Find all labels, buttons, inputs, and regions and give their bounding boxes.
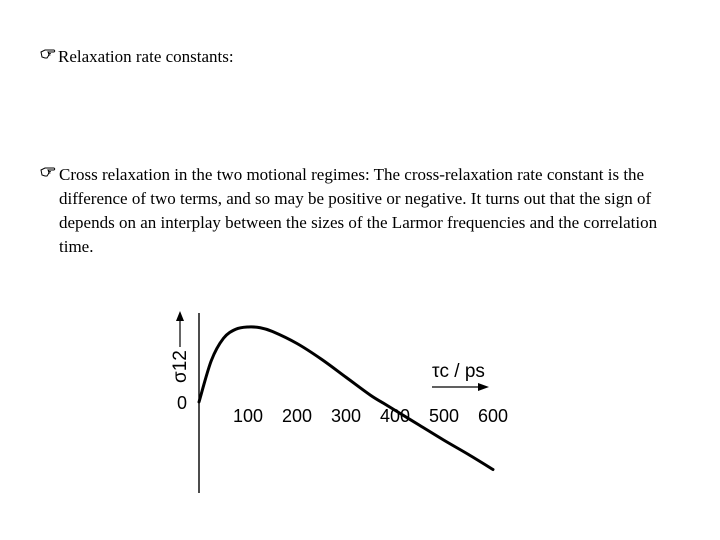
- x-axis-label: τc / ps: [432, 361, 485, 382]
- y-zero-label: 0: [177, 393, 188, 413]
- pointing-hand-icon: [40, 166, 56, 180]
- series-line: [199, 327, 493, 470]
- bullet-text: Cross relaxation in the two motional regimes: The cross-relaxation rate constant is the difference of two terms, and so may be positive or negative. It turns out that the sign of depends on an interplay between the sizes of the Larmor frequencies and the correlation time.: [59, 165, 658, 256]
- bullet-text: Relaxation rate constants:: [58, 47, 234, 66]
- pointing-hand-icon: [40, 48, 56, 62]
- y-axis-label: σ12: [170, 350, 191, 383]
- x-tick-label: 400: [379, 406, 411, 426]
- x-axis-arrow-head: [478, 383, 489, 391]
- x-tick-label: 600: [477, 406, 509, 426]
- x-tick-label: 100: [232, 406, 264, 426]
- y-axis-arrow-head: [176, 311, 184, 321]
- x-tick-label: 200: [281, 406, 313, 426]
- bullet-cross-relaxation: [40, 163, 690, 259]
- bullet-relaxation-rate: [40, 45, 640, 69]
- x-tick-label: 300: [330, 406, 362, 426]
- x-tick-label: 500: [428, 406, 460, 426]
- cross-relaxation-chart: [160, 295, 540, 500]
